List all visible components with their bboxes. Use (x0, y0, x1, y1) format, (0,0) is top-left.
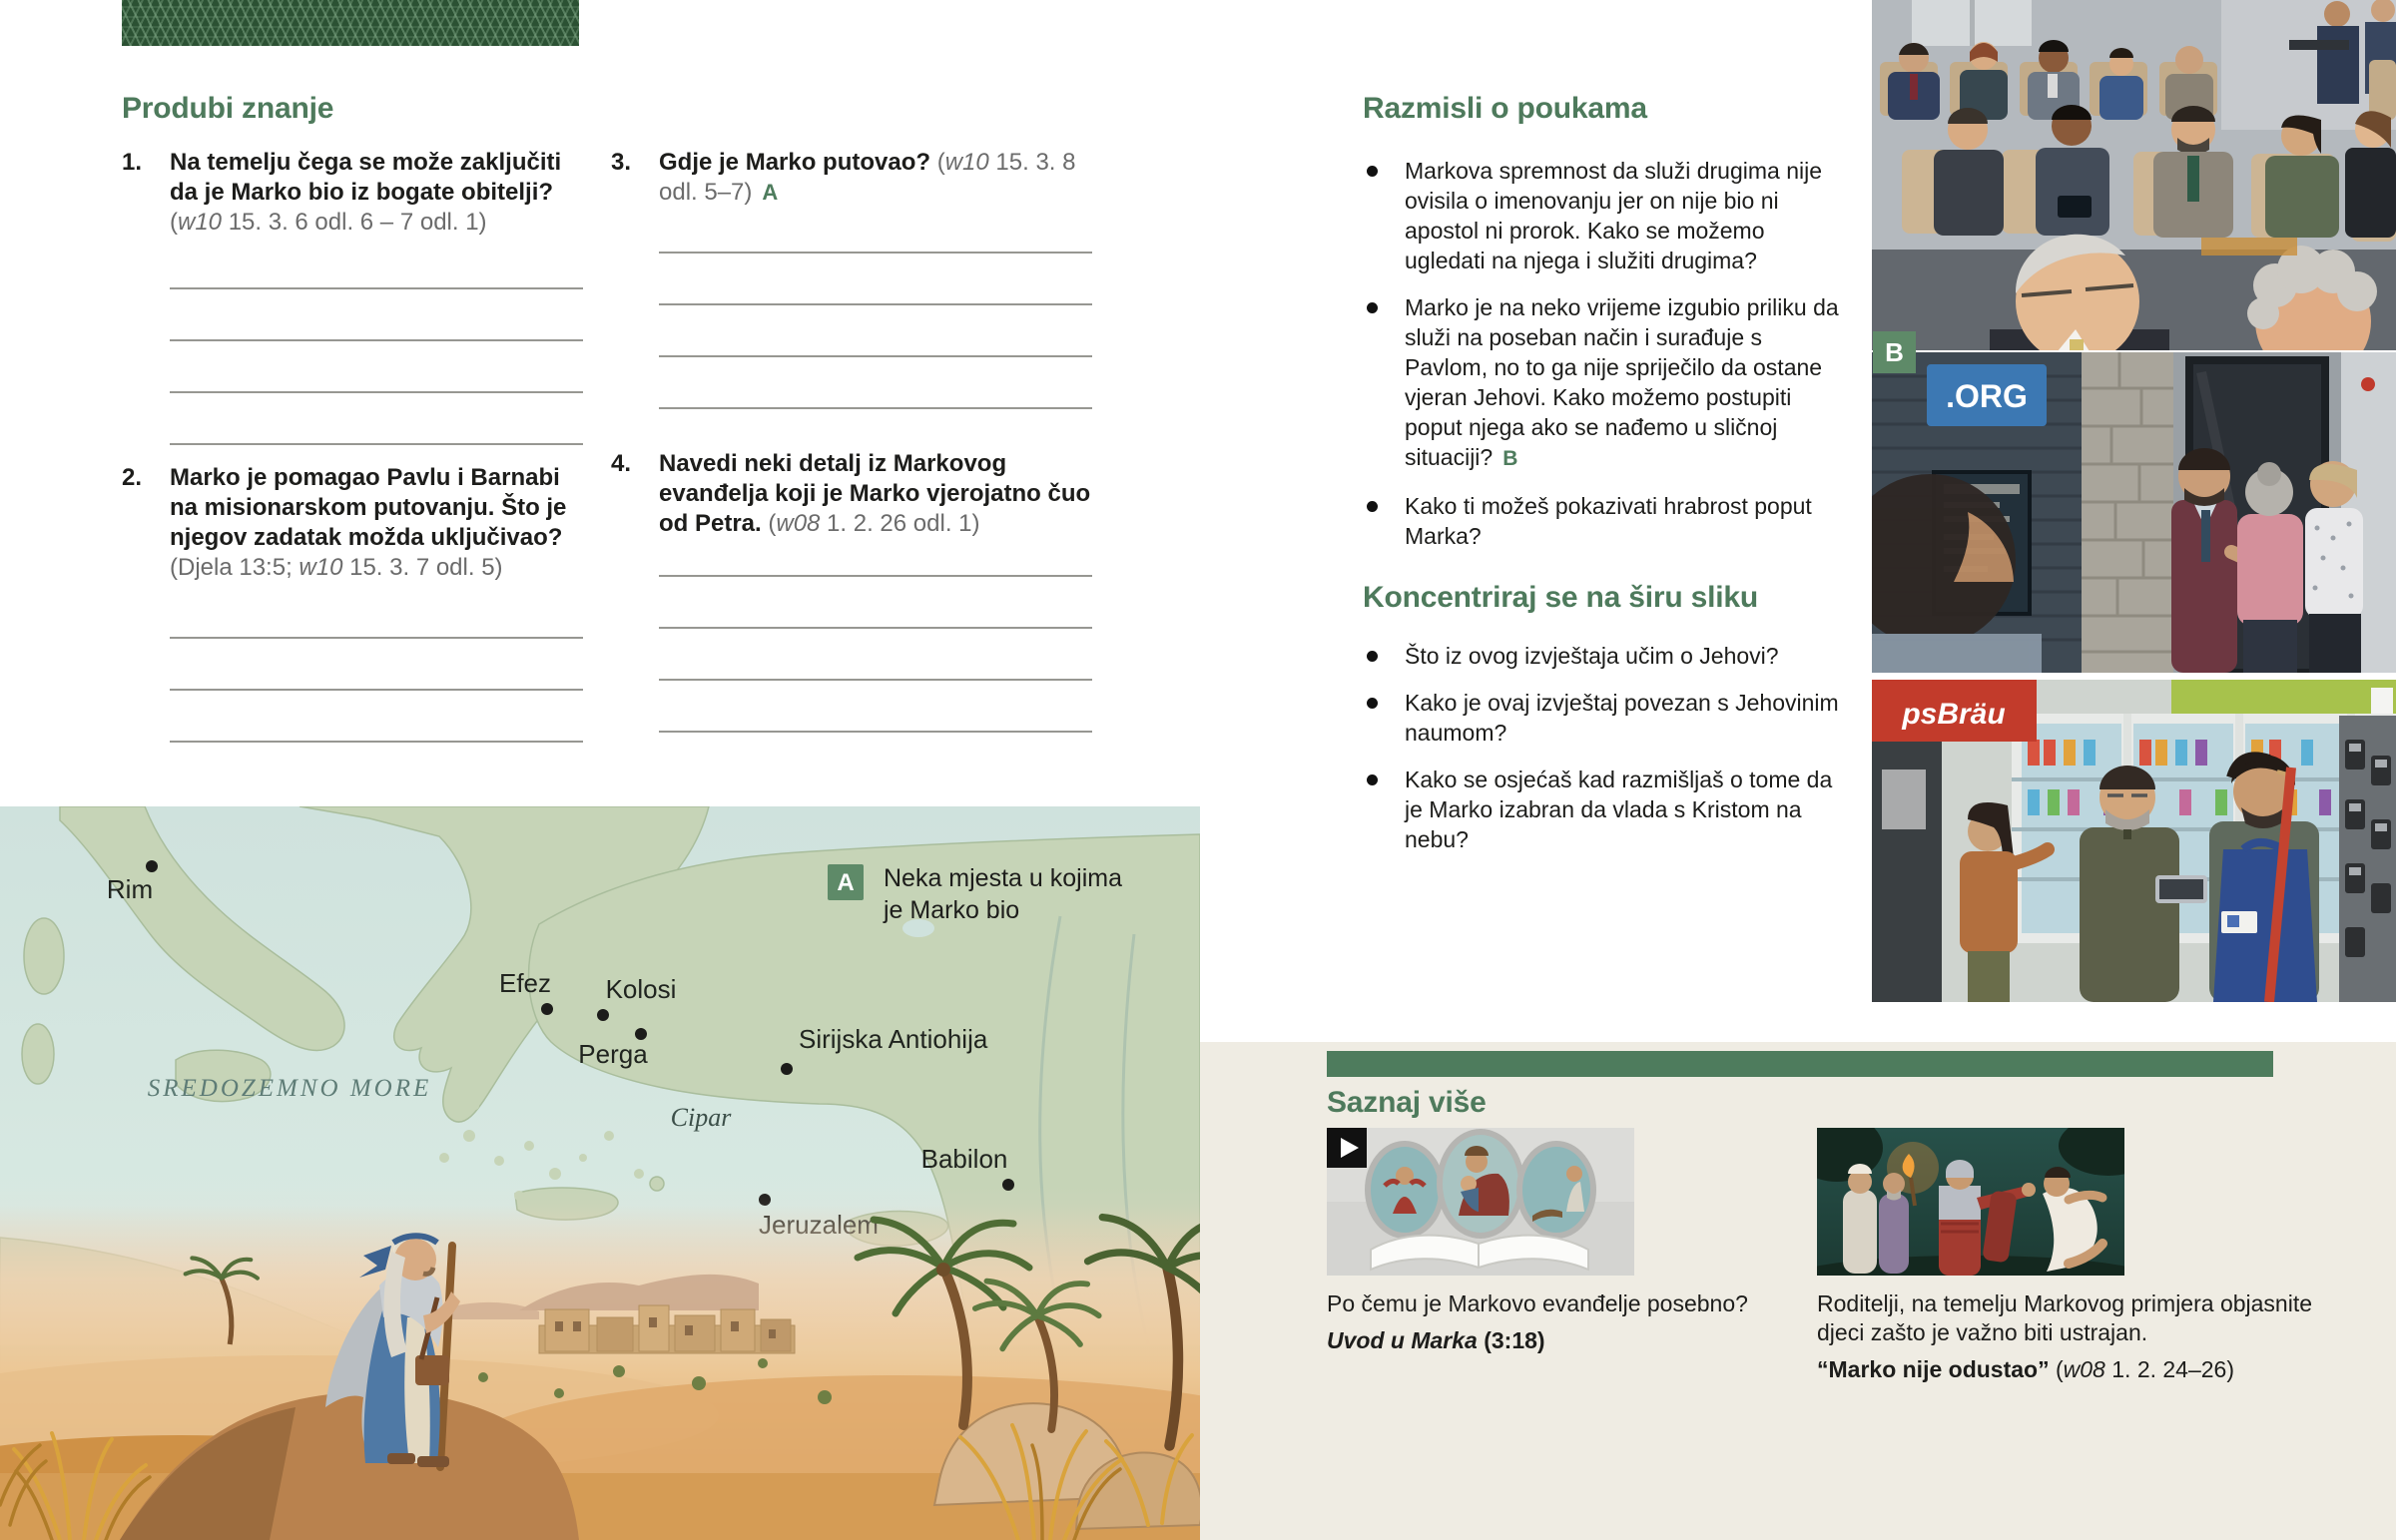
answer-blank-line (170, 393, 583, 445)
map-place-label: Cipar (670, 1103, 732, 1132)
answer-lines (659, 525, 1092, 733)
green-divider-bar (1327, 1051, 2273, 1077)
question-text: Marko je pomagao Pavlu i Barnabi na misionarskom putovanju. Što je njegov zadatak možda uključivao? (Djela 13:5; w10 15. 3. 7 odl. 5) (170, 464, 567, 581)
answer-blank-line (659, 681, 1092, 733)
bullet-item: Kako se osjećaš kad razmišljaš o tome da je Marko izabran da vlada s Kristom na nebu? (1363, 765, 1844, 854)
photo-badge-b: B (1873, 331, 1916, 373)
map-city-dot (146, 860, 158, 872)
photo-informal-witnessing-store (1872, 680, 2396, 1002)
legend-line-2: je Marko bio (884, 896, 1020, 924)
question-text: Gdje je Marko putovao? (w10 15. 3. 8 odl. 5–7) A (659, 149, 1076, 206)
question-reference: (w10 15. 3. 8 odl. 5–7) (659, 149, 1076, 206)
study-question (122, 148, 583, 445)
bullet-item: Marko je na neko vrijeme izgubio priliku da služi na poseban način i surađuje s Pavlom, no to ga nije spriječilo da ostane vjeran Jehovi. Kako možemo postupiti poput njega ako se nađemo u sličnoj situaciji? B (1363, 292, 1844, 474)
answer-blank-line (170, 341, 583, 393)
woman-dotted-blouse (2305, 461, 2363, 673)
question-body (659, 449, 1092, 733)
map-place-label: Perga (578, 1039, 648, 1069)
section-title-produbi: Produbi znanje (122, 92, 334, 125)
bullet-item: Što iz ovog izvještaja učim o Jehovi? (1363, 641, 1844, 671)
answer-blank-line (659, 357, 1092, 409)
store-sign: psBräu (1902, 698, 2006, 731)
question-number: 2. (122, 464, 143, 491)
photo-kingdom-hall-entrance (1872, 352, 2396, 673)
answer-blank-line (170, 289, 583, 341)
answer-lines (170, 238, 583, 445)
answer-lines (659, 202, 1092, 409)
question-body (170, 148, 583, 445)
question-body (659, 148, 1092, 409)
caption-video-cite: Uvod u Marka (3:18) (1327, 1327, 1545, 1353)
bullet-item: Markova spremnost da služi drugima nije ovisila o imenovanju jer on nije bio ni apostol ni prorok. Kako se možemo ugledati na njega i služiti drugima? (1363, 156, 1844, 275)
answer-blank-line (659, 577, 1092, 629)
section-title-razmisli: Razmisli o poukama (1363, 92, 1647, 125)
caption-article-text: Roditelji, na temelju Markovog primjera objasnite djeci zašto je važno biti ustrajan. (1817, 1290, 2313, 1345)
caption-video-question: Po čemu je Markovo evanđelje posebno? (1327, 1290, 1748, 1316)
caption-article-cite: “Marko nije odustao” (w08 1. 2. 24–26) (1817, 1356, 2235, 1382)
answer-blank-line (170, 238, 583, 289)
medallions (1368, 1132, 1593, 1236)
org-sign: .ORG (1946, 378, 2028, 414)
bullet-item: Kako ti možeš pokazivati hrabrost poput Marka? (1363, 491, 1844, 551)
section-title-saznaj: Saznaj više (1327, 1086, 1487, 1119)
questions-column-2 (611, 148, 1092, 733)
question-text: Na temelju čega se može zaključiti da je Marko bio iz bogate obitelji? (w10 15. 3. 6 odl. 6 – 7 odl. 1) (170, 149, 562, 236)
section-title-koncentriraj: Koncentriraj se na širu sliku (1363, 581, 1759, 614)
article-thumbnail-marko-nije-odustao[interactable] (1817, 1128, 2124, 1276)
store-fridges (2012, 714, 2396, 943)
study-question (611, 148, 1092, 409)
study-question (122, 463, 583, 743)
answer-blank-line (659, 629, 1092, 681)
hanging-merchandise (2339, 688, 2396, 1002)
map-city-dot (781, 1063, 793, 1075)
photo-congregation (1872, 0, 2396, 350)
answer-blank-line (170, 639, 583, 691)
question-body (170, 463, 583, 743)
question-text: Navedi neki detalj iz Markovog evanđelja koji je Marko vjerojatno čuo od Petra. (w08 1. 2. 26 odl. 1) (659, 450, 1091, 537)
legend-letter-a: A (837, 869, 855, 896)
answer-blank-line (170, 587, 583, 639)
bullet-item: Kako je ovaj izvještaj povezan s Jehovinim naumom? (1363, 688, 1844, 748)
caption-article (1817, 1289, 2316, 1383)
map-place-label: Efez (498, 968, 552, 998)
map-place-label: Sirijska Antiohija (799, 1024, 988, 1054)
answer-lines (170, 587, 583, 743)
question-reference: (w10 15. 3. 6 odl. 6 – 7 odl. 1) (170, 209, 487, 236)
map-marker-letter: A (762, 180, 779, 205)
razmisli-bullet-list (1363, 156, 1844, 551)
questions-column-1 (122, 148, 583, 743)
map-place-label: Babilon (920, 1144, 1008, 1174)
video-thumbnail-uvod-u-marka[interactable] (1327, 1128, 1634, 1276)
study-question (611, 449, 1092, 733)
desert-illustration (0, 1186, 1200, 1540)
answer-blank-line (659, 202, 1092, 254)
map-place-label: Kolosi (605, 974, 677, 1004)
question-number: 1. (122, 149, 143, 176)
caption-video (1327, 1289, 1791, 1354)
map-place-label: Rim (106, 874, 154, 904)
photo-marker-letter: B (1502, 447, 1518, 470)
lessons-column (1363, 92, 1844, 871)
question-number: 4. (611, 450, 632, 477)
koncentriraj-bullet-list (1363, 641, 1844, 854)
sea-label: SREDOZEMNO MORE (147, 1075, 432, 1102)
map-city-dot (541, 1003, 553, 1015)
question-number: 3. (611, 149, 632, 176)
question-reference: (w08 1. 2. 26 odl. 1) (768, 510, 980, 537)
map-mediterranean (0, 806, 1200, 1540)
decorative-green-banner (122, 0, 579, 46)
answer-blank-line (659, 305, 1092, 357)
answer-blank-line (659, 254, 1092, 305)
legend-line-1: Neka mjesta u kojima (884, 864, 1122, 892)
answer-blank-line (170, 691, 583, 743)
question-reference: (Djela 13:5; w10 15. 3. 7 odl. 5) (170, 554, 503, 581)
map-city-dot (597, 1009, 609, 1021)
